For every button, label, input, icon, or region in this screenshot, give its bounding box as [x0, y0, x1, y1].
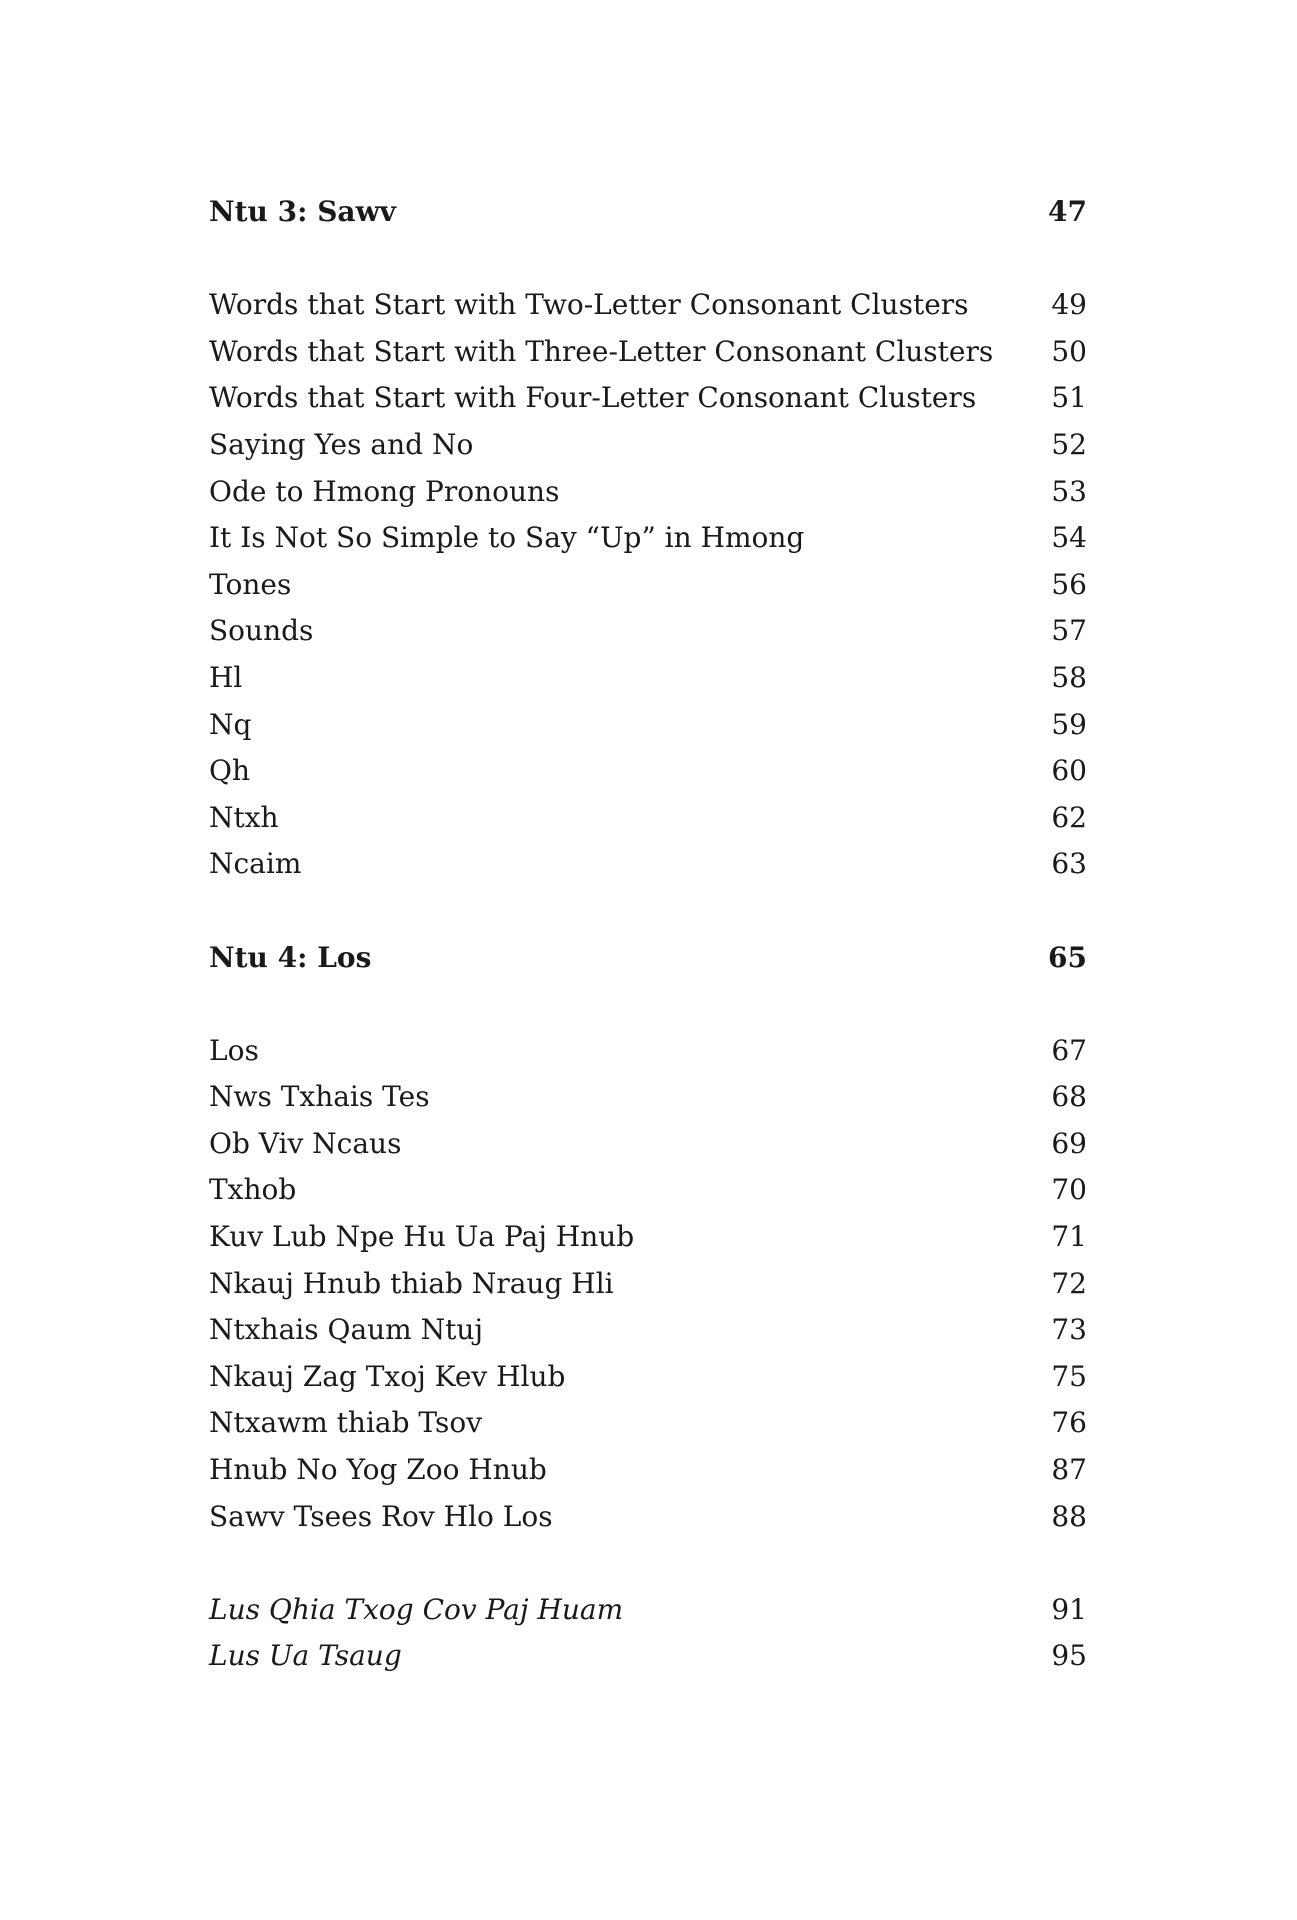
spacer — [209, 981, 1087, 1028]
entry-title: Hnub No Yog Zoo Hnub — [209, 1453, 547, 1487]
entry-title: Nws Txhais Tes — [209, 1080, 430, 1114]
toc-entry — [209, 1494, 1087, 1541]
entry-page-number: 52 — [1051, 427, 1087, 461]
entry-page-number: 62 — [1051, 800, 1087, 834]
entry-page-number: 63 — [1051, 847, 1087, 881]
toc-entry — [209, 1307, 1087, 1354]
entry-title: Ncaim — [209, 847, 302, 881]
entry-title: Ntxhais Qaum Ntuj — [209, 1313, 484, 1347]
spacer — [209, 1540, 1087, 1587]
entry-page-number: 71 — [1051, 1220, 1087, 1254]
entry-title: Words that Start with Two-Letter Consonant Clusters — [209, 288, 969, 322]
entry-page-number: 69 — [1051, 1126, 1087, 1160]
toc-entry — [209, 1400, 1087, 1447]
spacer — [209, 888, 1087, 935]
spacer — [209, 236, 1087, 283]
entry-page-number: 51 — [1051, 381, 1087, 415]
section-heading — [209, 935, 1087, 982]
entry-title: Words that Start with Three-Letter Consonant Clusters — [209, 334, 994, 368]
entry-page-number: 87 — [1051, 1453, 1087, 1487]
section-title: Ntu 3: Sawv — [209, 195, 396, 228]
entry-page-number: 91 — [1051, 1592, 1087, 1626]
entry-title: Ntxawm thiab Tsov — [209, 1406, 483, 1440]
entry-page-number: 50 — [1051, 334, 1087, 368]
entry-page-number: 76 — [1051, 1406, 1087, 1440]
section-page-number: 47 — [1048, 195, 1087, 228]
entry-page-number: 49 — [1051, 288, 1087, 322]
section-page-number: 65 — [1048, 940, 1087, 974]
entry-title: Sounds — [209, 614, 314, 648]
entry-page-number: 70 — [1051, 1173, 1087, 1207]
entry-title: Los — [209, 1033, 259, 1067]
entry-page-number: 58 — [1051, 660, 1087, 694]
entry-title: Tones — [209, 567, 292, 601]
entry-title: Lus Qhia Txog Cov Paj Huam — [209, 1592, 624, 1626]
toc-entry — [209, 1121, 1087, 1168]
toc-entry — [209, 1167, 1087, 1214]
entry-title: Nkauj Zag Txoj Kev Hlub — [209, 1359, 566, 1393]
toc-entry — [209, 562, 1087, 609]
entry-title: Ob Viv Ncaus — [209, 1126, 402, 1160]
entry-title: Saying Yes and No — [209, 427, 474, 461]
entry-title: Kuv Lub Npe Hu Ua Paj Hnub — [209, 1220, 635, 1254]
entry-page-number: 68 — [1051, 1080, 1087, 1114]
toc-entry — [209, 608, 1087, 655]
entry-page-number: 75 — [1051, 1359, 1087, 1393]
toc-entry — [209, 282, 1087, 329]
entry-page-number: 56 — [1051, 567, 1087, 601]
toc-entry — [209, 1447, 1087, 1494]
section-heading — [209, 189, 1087, 236]
toc-entry — [209, 655, 1087, 702]
entry-page-number: 73 — [1051, 1313, 1087, 1347]
toc-entry — [209, 329, 1087, 376]
toc-entry — [209, 469, 1087, 516]
entry-title: Txhob — [209, 1173, 297, 1207]
toc-entry — [209, 515, 1087, 562]
entry-title: Ode to Hmong Pronouns — [209, 474, 560, 508]
entry-title: Lus Ua Tsaug — [209, 1639, 402, 1673]
section-title: Ntu 4: Los — [209, 940, 372, 974]
entry-page-number: 95 — [1051, 1639, 1087, 1673]
entry-title: Nkauj Hnub thiab Nraug Hli — [209, 1266, 614, 1300]
toc-entry — [209, 841, 1087, 888]
entry-title: Qh — [209, 754, 250, 788]
toc-entry — [209, 748, 1087, 795]
toc-entry — [209, 1074, 1087, 1121]
back-matter-entry — [209, 1587, 1087, 1634]
toc-entry — [209, 1261, 1087, 1308]
table-of-contents — [209, 189, 1087, 1680]
toc-entry — [209, 1354, 1087, 1401]
toc-entry — [209, 1028, 1087, 1075]
entry-title: Words that Start with Four-Letter Consonant Clusters — [209, 381, 977, 415]
entry-page-number: 72 — [1051, 1266, 1087, 1300]
entry-page-number: 88 — [1051, 1499, 1087, 1533]
entry-title: Sawv Tsees Rov Hlo Los — [209, 1499, 553, 1533]
entry-title: Nq — [209, 707, 252, 741]
entry-title: Hl — [209, 660, 243, 694]
entry-page-number: 53 — [1051, 474, 1087, 508]
entry-title: It Is Not So Simple to Say “Up” in Hmong — [209, 521, 805, 555]
entry-page-number: 67 — [1051, 1033, 1087, 1067]
toc-entry — [209, 375, 1087, 422]
entry-page-number: 57 — [1051, 614, 1087, 648]
back-matter-entry — [209, 1633, 1087, 1680]
toc-entry — [209, 422, 1087, 469]
toc-entry — [209, 1214, 1087, 1261]
toc-entry — [209, 795, 1087, 842]
entry-page-number: 59 — [1051, 707, 1087, 741]
toc-entry — [209, 702, 1087, 749]
entry-page-number: 60 — [1051, 754, 1087, 788]
entry-page-number: 54 — [1051, 521, 1087, 555]
entry-title: Ntxh — [209, 800, 279, 834]
